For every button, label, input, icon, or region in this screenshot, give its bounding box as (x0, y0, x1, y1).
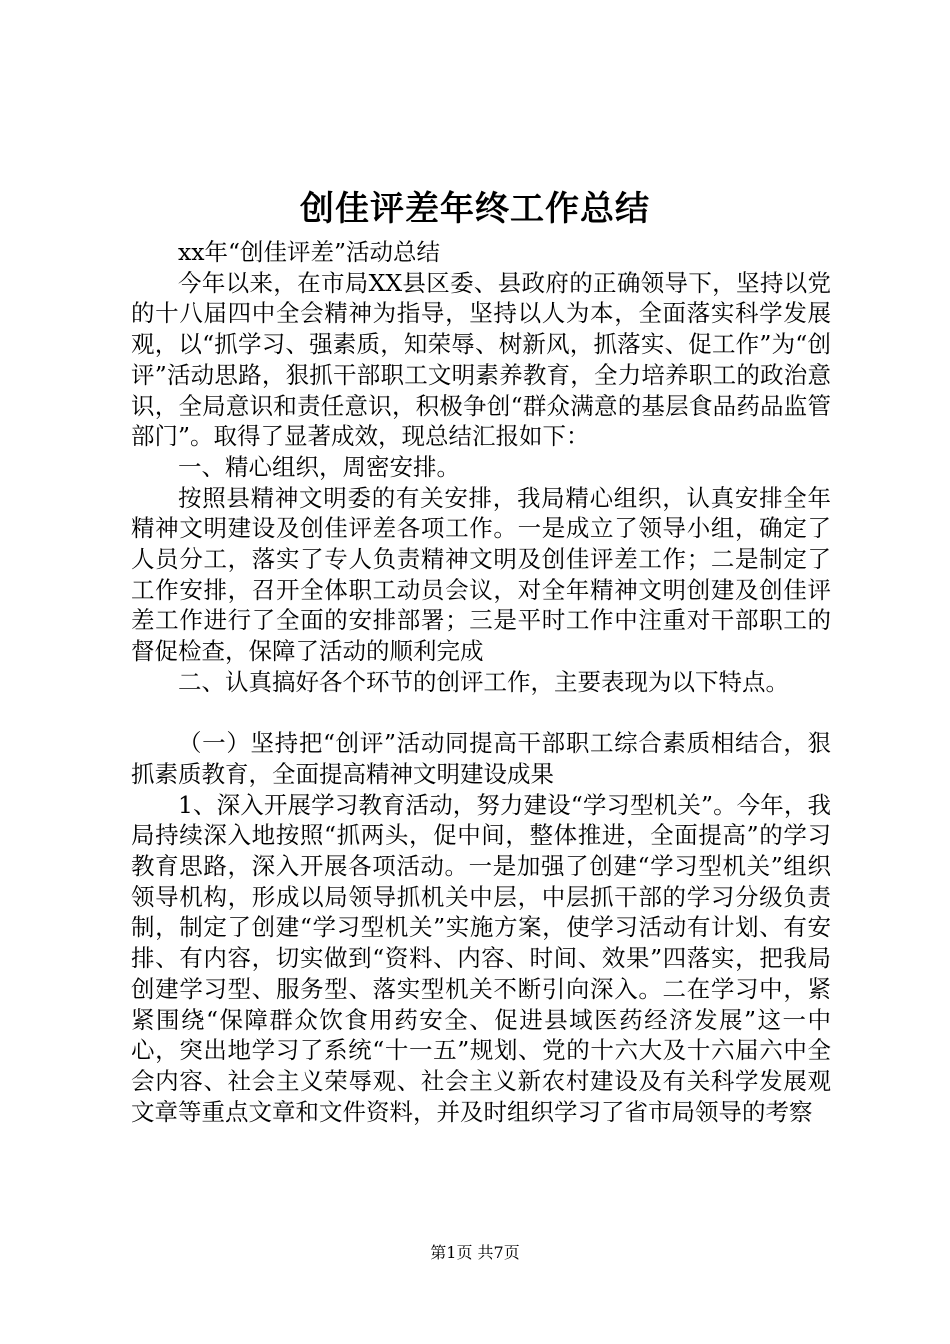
paragraph-subtitle: xx年“创佳评差”活动总结 (178, 238, 441, 266)
document-title: 创佳评差年终工作总结 (300, 189, 650, 229)
section-heading-2: 二、认真搞好各个环节的创评工作，主要表现为以下特点。 (178, 667, 789, 696)
document-body (131, 237, 831, 1127)
paragraph-section-1: 按照县精神文明委的有关安排，我局精心组织，认真安排全年精神文明建设及创佳评差各项工作。一是成立了领导小组，确定了人员分工，落实了专人负责精神文明及创佳评差工作；二是制定了工作安排，召开全体职工动员会议，对全年精神文明创建及创佳评差工作进行了全面的安排部署；三是平时工作中注重对干部职工的督促检查，保障了活动的顺利完成 (131, 483, 831, 666)
page-footer: 第1页 共7页 (430, 1243, 520, 1262)
paragraph-subsection-1: 1、深入开展学习教育活动，努力建设“学习型机关”。今年，我局持续深入地按照“抓两头，促中间，整体推进，全面提高”的学习教育思路，深入开展各项活动。一是加强了创建“学习型机关”组织领导机构，形成以局领导抓机关中层，中层抓干部的学习分级负责制，制定了创建“学习型机关”实施方案，使学习活动有计划、有安排、有内容，切实做到“资料、内容、时间、效果”四落实，把我局创建学习型、服务型、落实型机关不断引向深入。二在学习中，紧紧围绕“保障群众饮食用药安全、促进县域医药经济发展”这一中心，突出地学习了系统“十一五”规划、党的十六大及十六届六中全会内容、社会主义荣辱观、社会主义新农村建设及有关科学发展观文章等重点文章和文件资料，并及时组织学习了省市局领导的考察 (131, 790, 831, 1126)
paragraph-intro: 今年以来，在市局XX县区委、县政府的正确领导下，坚持以党的十八届四中全会精神为指导，坚持以人为本，全面落实科学发展观，以“抓学习、强素质，知荣辱、树新风，抓落实、促工作”为“创评”活动思路，狠抓干部职工文明素养教育，全力培养职工的政治意识，全局意识和责任意识，积极争创“群众满意的基层食品药品监管部门”。取得了显著成效，现总结汇报如下： (131, 268, 831, 451)
subsection-heading-1: （一）坚持把“创评”活动同提高干部职工综合素质相结合，狠抓素质教育，全面提高精神文明建设成果 (131, 729, 831, 788)
section-heading-1: 一、精心组织，周密安排。 (178, 452, 460, 481)
